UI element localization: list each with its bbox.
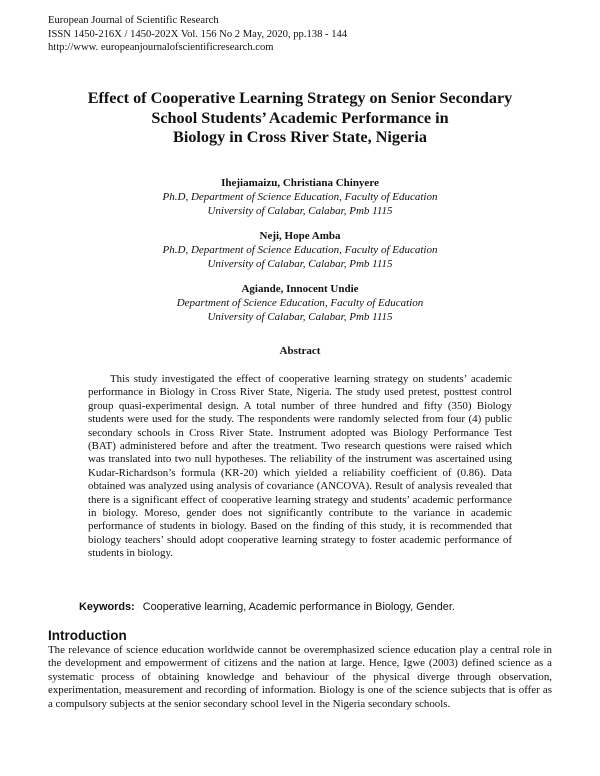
journal-url: http://www. europeanjournalofscientificresearch.com — [48, 42, 274, 53]
paper-title — [40, 89, 560, 148]
author-affiliation: Ph.D, Department of Science Education, Faculty of Education — [162, 244, 438, 256]
introduction-heading: Introduction — [48, 628, 127, 643]
author-name: Neji, Hope Amba — [259, 230, 341, 242]
keywords-text: Cooperative learning, Academic performance in Biology, Gender. — [142, 601, 455, 613]
title-line-2: School Students’ Academic Performance in — [151, 108, 449, 127]
author-block-1 — [40, 176, 560, 218]
journal-name: European Journal of Scientific Research — [48, 15, 219, 26]
journal-header — [48, 14, 347, 55]
title-line-1: Effect of Cooperative Learning Strategy on Senior Secondary — [87, 89, 513, 107]
author-affiliation: Ph.D, Department of Science Education, Faculty of Education — [162, 191, 438, 203]
abstract-text: This study investigated the effect of cooperative learning strategy on students’ academic performance in Biology in Cross River State, Nigeria. The study used pretest, posttest control group quasi-experimental design. A total number of three hundred and fifty (350) Biology students were used for the study. The respondents were randomly selected from four (4) public secondary schools in Cross River State. Instrument adopted was Biology Performance Test (BAT) administered before and after the treatment. Two research questions were raised which was translated into two null hypotheses. The reliability of the instrument was ascertained using Kudar-Richardson’s formula (KR-20) which yielded a reliability coefficient of (0.86). Data obtained was analyzed using analysis of covariance (ANCOVA). Result of analysis revealed that there is a significant effect of cooperative learning strategy and students’ academic performance in biology. Moreso, gender does not significantly contribute to the variance in academic performance of students in biology. Based on the finding of this study, it is recommended that biology teachers’ should adopt cooperative learning strategy to foster academic performance of students in biology. — [88, 373, 512, 560]
author-name: Ihejiamaizu, Christiana Chinyere — [221, 177, 379, 189]
author-block-2 — [40, 229, 560, 271]
author-block-3 — [40, 282, 560, 324]
author-university: University of Calabar, Calabar, Pmb 1115 — [207, 258, 393, 270]
author-name: Agiande, Innocent Undie — [241, 283, 359, 295]
title-line-3: Biology in Cross River State, Nigeria — [173, 128, 427, 146]
keywords-label: Keywords: — [79, 601, 135, 613]
author-university: University of Calabar, Calabar, Pmb 1115 — [207, 205, 393, 217]
abstract-heading: Abstract — [279, 345, 321, 357]
introduction-text: The relevance of science education worldwide cannot be overemphasized science education play a central role in the development and empowerment of citizens and the nation at large. Hence, Igwe (2003) defined science as a systematic process of obtaining knowledge and behaviour of the physical diverge through observation, experimentation, measurement and recording of information. Biology is one of the science subjects that is offer as a compulsory subjects at the senior secondary school level in the Nigeria secondary schools. — [48, 644, 552, 710]
author-affiliation: Department of Science Education, Faculty of Education — [176, 297, 424, 309]
journal-issn: ISSN 1450-216X / 1450-202X Vol. 156 No 2 May, 2020, pp.138 - 144 — [48, 28, 348, 40]
keywords-line — [79, 601, 455, 613]
author-university: University of Calabar, Calabar, Pmb 1115 — [207, 311, 393, 323]
